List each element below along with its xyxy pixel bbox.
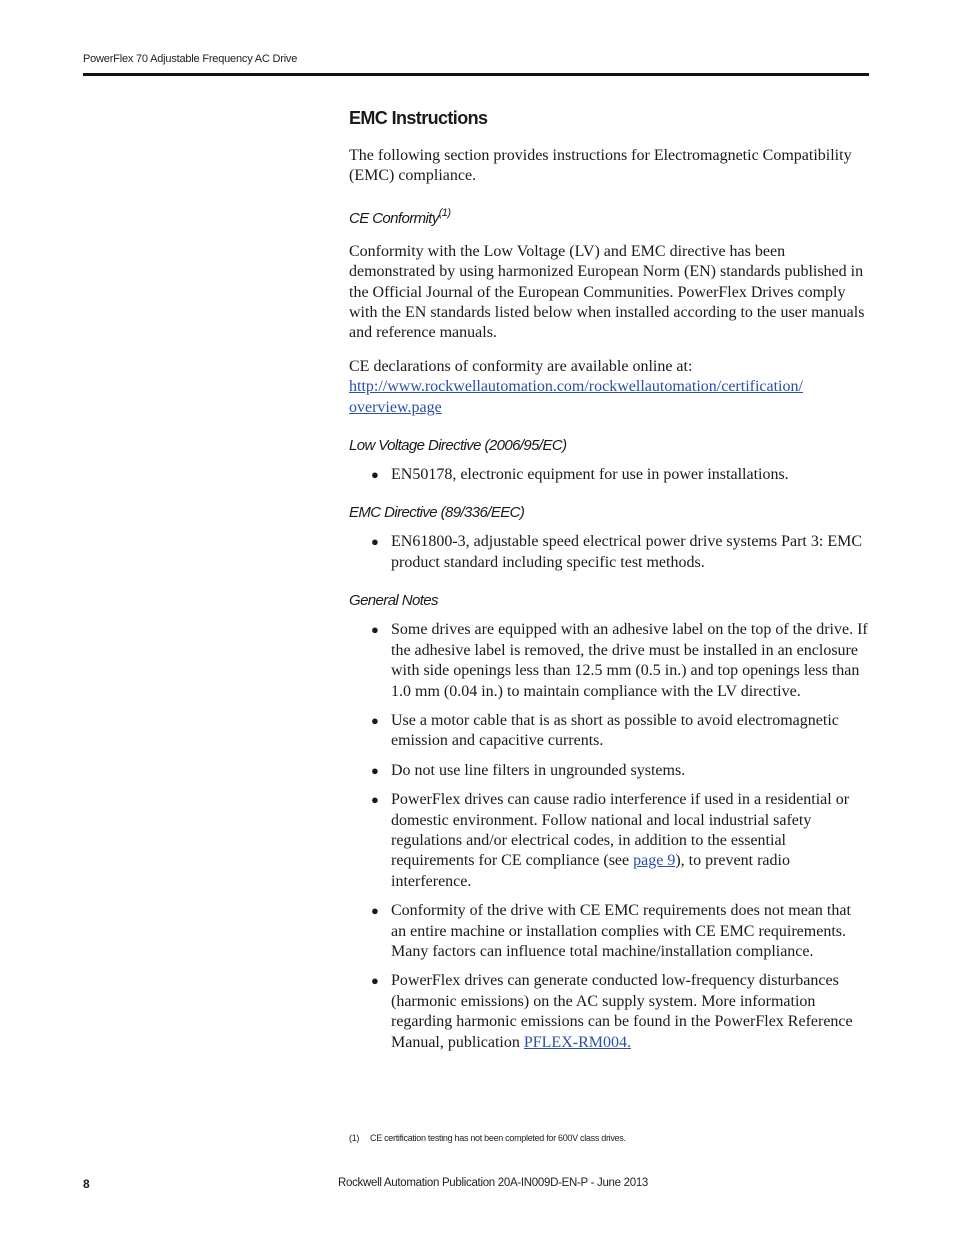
certification-link-line1: http://www.rockwellautomation.com/rockwellautomation/certification/ (349, 378, 803, 396)
list-item (349, 901, 869, 962)
certification-link-line2: overview.page (349, 398, 442, 416)
low-voltage-heading: Low Voltage Directive (2006/95/EC) (349, 437, 567, 455)
running-header: PowerFlex 70 Adjustable Frequency AC Drive (83, 53, 298, 65)
list-item-text: Use a motor cable that is as short as possible to avoid electromagnetic emission and capacitive currents. (391, 711, 839, 750)
list-item (349, 465, 869, 485)
list-item-text-before: PowerFlex drives can cause radio interference if used in a residential or domestic environment. Follow national and local industrial safety regulations and/or electrical codes, in addition to the essential requirements for CE compliance (see (391, 791, 850, 870)
list-item-text: Conformity of the drive with CE EMC requirements does not mean that an entire machine or installation complies with CE EMC requirements. Many factors can influence total machine/installation compliance. (391, 902, 851, 960)
general-notes-heading: General Notes (349, 592, 438, 610)
intro-paragraph: The following section provides instructions for Electromagnetic Compatibility (EMC) compliance. (349, 147, 852, 185)
list-item (349, 620, 869, 702)
certification-link[interactable] (349, 378, 803, 415)
general-notes-list (349, 620, 869, 1053)
ce-conformity-heading (349, 206, 869, 229)
list-item (349, 711, 869, 752)
bullet-icon: ● (371, 792, 379, 808)
emc-directive-heading: EMC Directive (89/336/EEC) (349, 504, 525, 522)
list-item-text-after: ), to prevent radio interference. (391, 852, 790, 890)
list-item (349, 761, 869, 781)
bullet-icon: ● (371, 467, 379, 483)
list-item-text-before: PowerFlex drives can generate conducted low-frequency disturbances (harmonic emissions) on the AC supply system. More information regarding harmonic emissions can be found in the PowerFlex Reference Manual, publication (391, 972, 853, 1051)
list-item-text: EN61800-3, adjustable speed electrical power drive systems Part 3: EMC product standard including specific test methods. (391, 533, 862, 571)
list-item-text: Do not use line filters in ungrounded systems. (391, 761, 686, 779)
section-title: EMC Instructions (349, 108, 488, 128)
footnote-reference: (1) (438, 206, 451, 219)
emc-directive-list (349, 532, 869, 573)
main-content (349, 106, 869, 1062)
list-item-text: EN50178, electronic equipment for use in power installations. (391, 466, 789, 484)
pflex-rm004-link[interactable]: PFLEX-RM004. (523, 1033, 631, 1051)
publication-footer: Rockwell Automation Publication 20A-IN009D-EN-P - June 2013 (338, 1177, 649, 1189)
bullet-icon: ● (371, 903, 379, 919)
bullet-icon: ● (371, 534, 379, 550)
list-item (349, 790, 869, 892)
ce-conformity-heading-text: CE Conformity (349, 209, 439, 227)
list-item (349, 971, 869, 1053)
bullet-icon: ● (371, 622, 379, 638)
header-rule (83, 73, 869, 76)
low-voltage-list (349, 465, 869, 485)
ce-declarations-paragraph (349, 357, 869, 418)
bullet-icon: ● (371, 712, 379, 728)
footnote-text: CE certification testing has not been completed for 600V class drives. (370, 1133, 626, 1143)
bullet-icon: ● (371, 973, 379, 989)
page-number: 8 (83, 1177, 90, 1191)
bullet-icon: ● (371, 762, 379, 778)
list-item (349, 532, 869, 573)
ce-conformity-paragraph: Conformity with the Low Voltage (LV) and EMC directive has been demonstrated by using harmonized European Norm (EN) standards published in the Official Journal of the European Communities. PowerFlex Drives comply with the EN standards listed below when installed according to the user manuals and reference manuals. (349, 242, 865, 342)
footnote-mark: (1) (349, 1133, 360, 1143)
page-9-link[interactable]: page 9 (633, 852, 676, 870)
footnote (349, 1133, 626, 1143)
list-item-text: Some drives are equipped with an adhesive label on the top of the drive. If the adhesive label is removed, the drive must be installed in an enclosure with side openings less than 12.5 mm (0.5 in.) and top openings less than 1.0 mm (0.04 in.) to maintain compliance with the LV directive. (391, 621, 868, 700)
ce-declarations-lead: CE declarations of conformity are available online at: (349, 357, 693, 375)
